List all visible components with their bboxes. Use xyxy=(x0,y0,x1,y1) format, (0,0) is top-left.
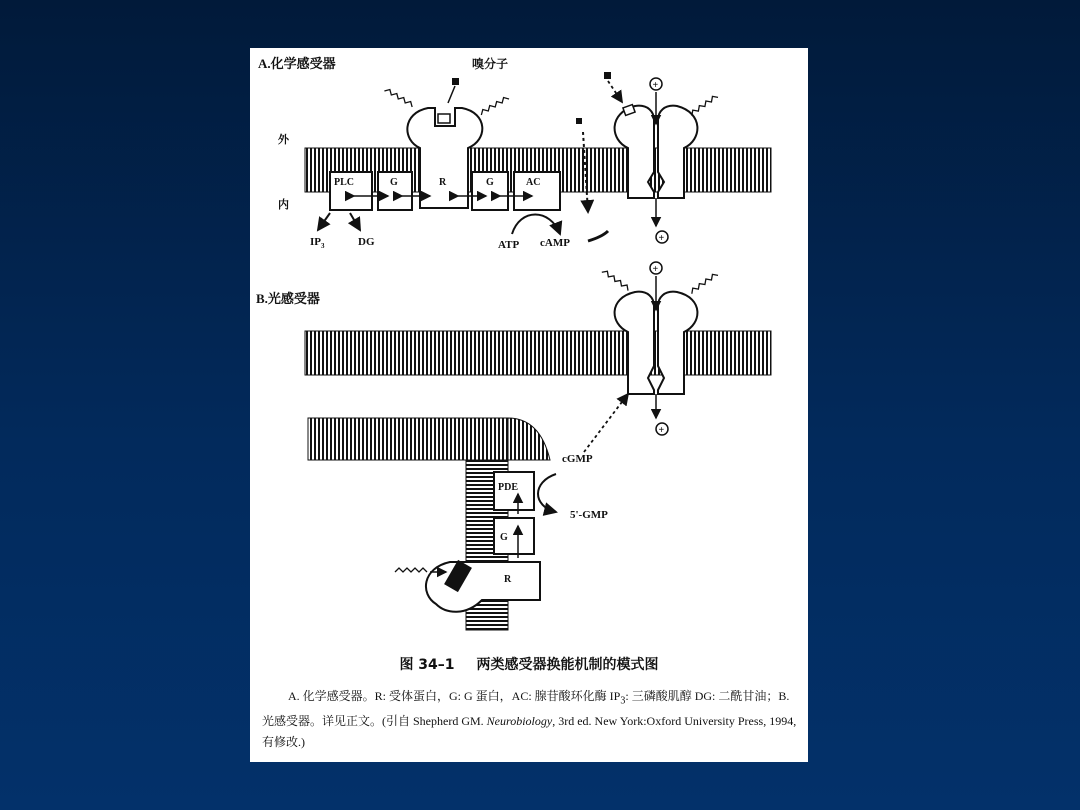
receptor-tail-left xyxy=(384,88,414,107)
caption-text-1: A. 化学感受器。R: 受体蛋白，G: G 蛋白，AC: 腺苷酸环化酶 IP xyxy=(288,689,621,703)
membrane-b xyxy=(305,331,771,375)
figure-caption-body xyxy=(262,686,798,753)
atp-label: ATP xyxy=(498,239,520,251)
caption-sub: 3 xyxy=(620,695,626,707)
odorant-molecule xyxy=(452,78,459,85)
odorant-arrow xyxy=(448,86,455,103)
panel-a-title: A.化学感受器 xyxy=(258,56,336,71)
receptor-diagram xyxy=(250,48,808,648)
atp-camp-arrow xyxy=(512,215,560,235)
g-label-b: G xyxy=(500,532,508,543)
ligand-molecule-a xyxy=(604,72,611,79)
plc-label: PLC xyxy=(334,177,354,188)
cgmp-dashed-arrow xyxy=(584,394,628,452)
r-label-b: R xyxy=(504,574,512,585)
inside-label: 内 xyxy=(278,199,289,211)
ip3-label: $IP_3$ xyxy=(310,236,325,250)
caption-text-3: , 3rd ed. New York:Oxford University Press, 1994, 有修改.) xyxy=(262,714,797,750)
channel-tail-b-right xyxy=(690,272,719,294)
receptor-tail-right xyxy=(479,96,509,115)
gmp-label: 5'-GMP xyxy=(570,509,608,521)
g1-label: G xyxy=(390,177,398,188)
camp-trail xyxy=(588,231,608,241)
figure-image xyxy=(250,48,808,762)
ion-plus-top-a-label: + xyxy=(652,80,659,91)
caption-book-title: Neurobiology xyxy=(486,714,553,729)
ip3-arrow xyxy=(318,213,330,230)
cgmp-label: cGMP xyxy=(562,453,593,465)
ligand-arrow-a xyxy=(608,81,622,102)
outside-label: 外 xyxy=(278,134,289,146)
cgmp-hydrolysis-arrow xyxy=(538,474,556,512)
dg-label: DG xyxy=(358,236,375,248)
r-label-a: R xyxy=(439,177,447,188)
ion-plus-bottom-a-label: + xyxy=(658,233,665,244)
dg-arrow xyxy=(350,213,360,230)
camp-molecule xyxy=(576,118,582,124)
panel-b-title: B.光感受器 xyxy=(256,291,320,306)
g2-label: G xyxy=(486,177,494,188)
figure-number: 图 34–1 xyxy=(399,657,455,673)
figure-caption-title xyxy=(250,654,808,674)
channel-tail-a xyxy=(690,94,719,116)
channel-tail-b-left xyxy=(602,269,631,291)
light-tail xyxy=(395,568,427,572)
ion-plus-bottom-b-label: + xyxy=(658,425,665,436)
camp-label: cAMP xyxy=(540,237,570,249)
figure-title: 两类感受器换能机制的模式图 xyxy=(476,657,659,673)
disc-membrane-horizontal xyxy=(308,418,508,460)
caption-text-2: : 三磷酸肌醇 DG: 二酰甘油；B. 光感受器。详见正文。(引自 Shepherd GM. xyxy=(262,689,790,729)
binding-site xyxy=(438,114,450,123)
pde-label: PDE xyxy=(498,482,518,493)
disc-membrane-corner xyxy=(508,418,550,460)
odorant-label: 嗅分子 xyxy=(472,57,509,71)
ac-label: AC xyxy=(526,177,541,188)
ion-plus-top-b-label: + xyxy=(652,264,659,275)
